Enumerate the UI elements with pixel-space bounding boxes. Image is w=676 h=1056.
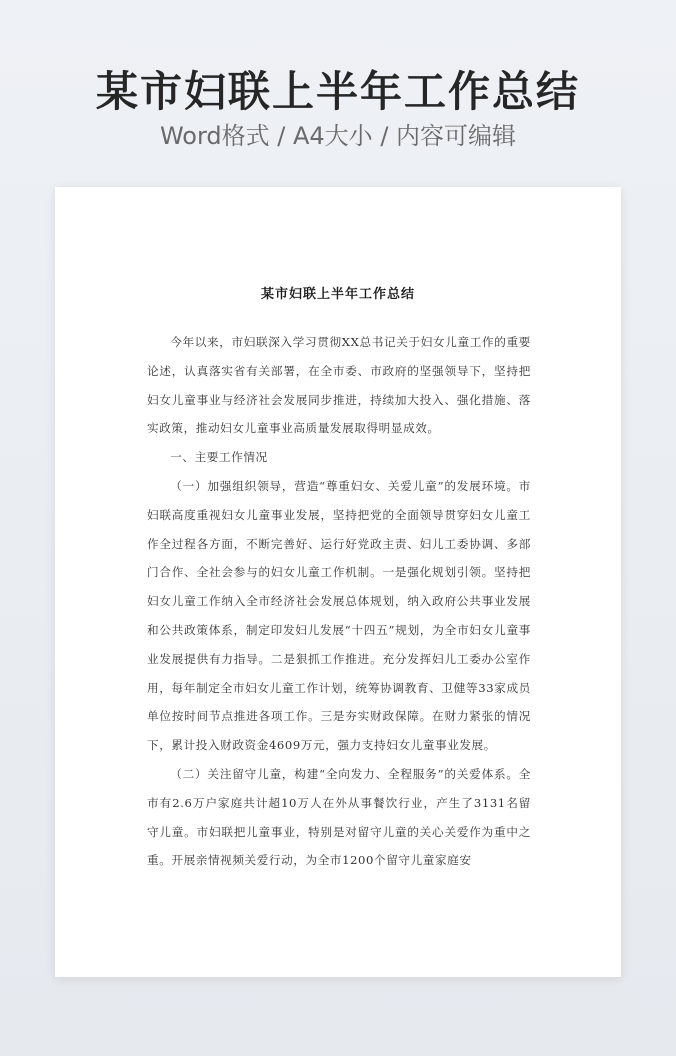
- document-body: [147, 328, 531, 875]
- paragraph-organization: （一）加强组织领导，营造“尊重妇女、关爱儿童”的发展环境。市妇联高度重视妇女儿童事业发展，坚持把党的全面领导贯穿妇女儿童工作全过程各方面，不断完善好、运行好党政主责、妇儿工委协调、多部门合作、全社会参与的妇女儿童工作机制。一是强化规划引领。坚持把妇女儿童工作纳入全市经济社会发展总体规划，纳入政府公共事业发展和公共政策体系，制定印发妇儿发展“十四五”规划，为全市妇女儿童事业发展提供有力指导。二是狠抓工作推进。充分发挥妇儿工委办公室作用，每年制定全市妇女儿童工作计划，统筹协调教育、卫健等33家成员单位按时间节点推进各项工作。三是夯实财政保障。在财力紧张的情况下，累计投入财政资金4609万元，强力支持妇女儿童事业发展。: [147, 478, 531, 753]
- document-page: [55, 187, 621, 977]
- banner-title: 某市妇联上半年工作总结: [95, 67, 580, 116]
- paragraph-left-behind-children: （二）关注留守儿童，构建“全向发力、全程服务”的关爱体系。全市有2.6万户家庭共计超10万人在外从事餐饮行业，产生了3131名留守儿童。市妇联把儿童事业，特别是对留守儿童的关心关爱作为重中之重。开展亲情视频关爱行动，为全市1200个留守儿童家庭安: [147, 766, 531, 868]
- section-heading: 一、主要工作情况: [170, 450, 268, 465]
- banner-subtitle: Word格式 / A4大小 / 内容可编辑: [159, 122, 517, 150]
- document-title: 某市妇联上半年工作总结: [260, 287, 415, 302]
- paragraph-intro: 今年以来，市妇联深入学习贯彻XX总书记关于妇女儿童工作的重要论述，认真落实省有关部署，在全市委、市政府的坚强领导下，坚持把妇女儿童事业与经济社会发展同步推进，持续加大投入、强化措施、落实政策，推动妇女儿童事业高质量发展取得明显成效。: [147, 335, 531, 436]
